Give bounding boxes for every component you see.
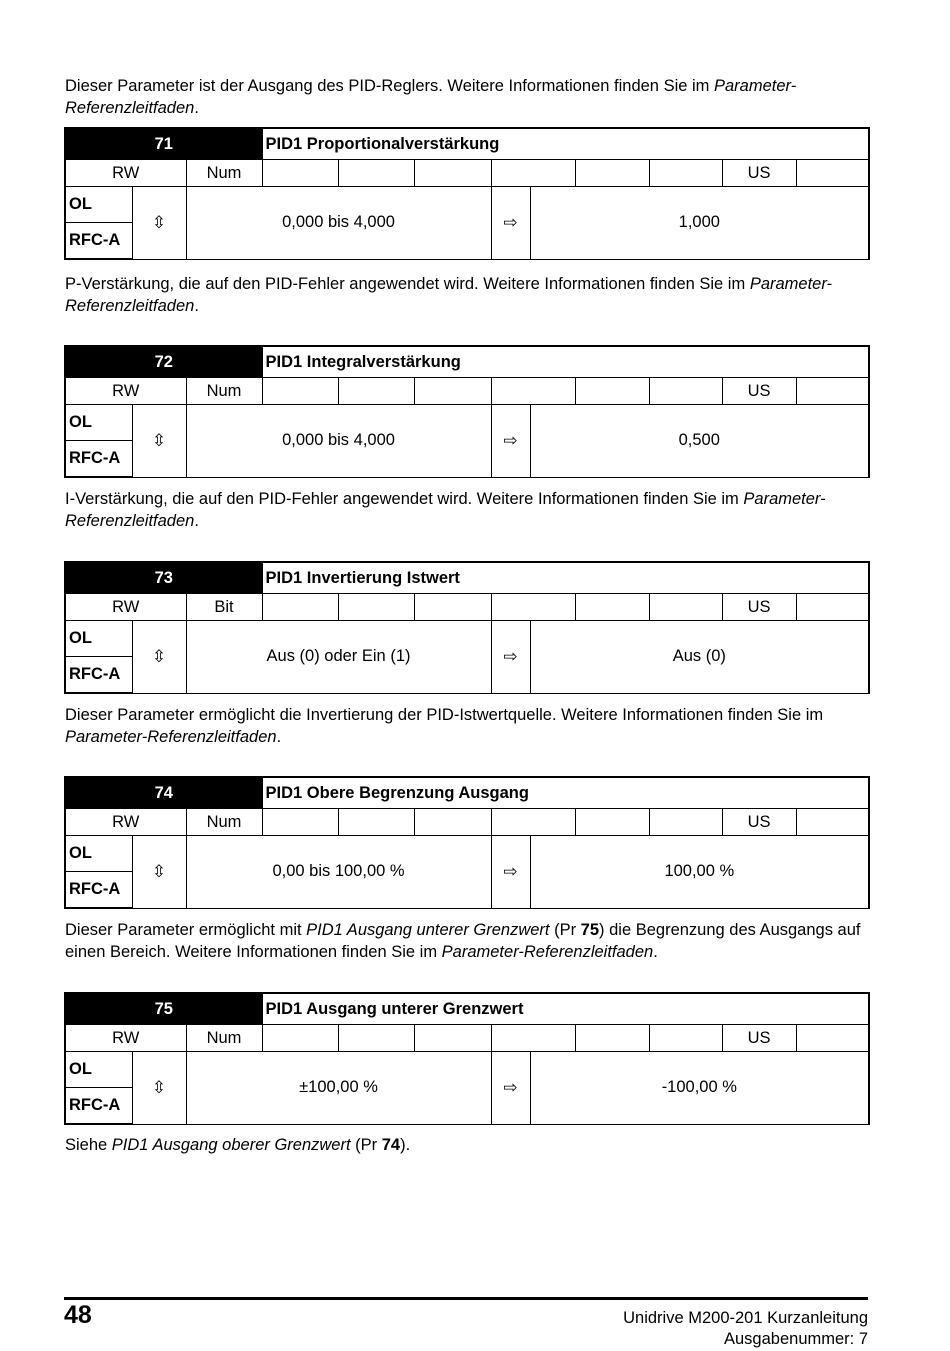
mode-ol: OL bbox=[65, 405, 132, 441]
attribute-cell: US bbox=[722, 378, 796, 405]
attribute-cell bbox=[491, 1025, 575, 1052]
range-value: 0,000 bis 4,000 bbox=[186, 405, 491, 478]
default-value: Aus (0) bbox=[530, 621, 869, 694]
attribute-cell bbox=[649, 594, 722, 621]
mode-ol: OL bbox=[65, 621, 132, 657]
attribute-cell bbox=[262, 594, 338, 621]
attribute-cell bbox=[414, 1025, 491, 1052]
range-icon: ⇳ bbox=[132, 836, 186, 909]
default-arrow-icon: ⇨ bbox=[491, 1052, 530, 1125]
parameter-74-description: Dieser Parameter ermöglicht mit PID1 Ausgang unterer Grenzwert (Pr 75) die Begrenzung des Ausgangs auf einen Bereich. Weitere Informationen finden Sie im Parameter-Referenzleitfaden. bbox=[65, 921, 861, 961]
attribute-cell bbox=[796, 594, 869, 621]
range-value: 0,000 bis 4,000 bbox=[186, 187, 491, 260]
mode-rfc-a: RFC-A bbox=[65, 872, 132, 909]
mode-ol: OL bbox=[65, 1052, 132, 1088]
attribute-cell: RW bbox=[65, 1025, 186, 1052]
attribute-cell: RW bbox=[65, 809, 186, 836]
attribute-cell bbox=[649, 1025, 722, 1052]
attribute-cell bbox=[262, 809, 338, 836]
attribute-cell: Num bbox=[186, 1025, 262, 1052]
attribute-cell bbox=[491, 378, 575, 405]
attribute-cell bbox=[796, 378, 869, 405]
intro-paragraph: Dieser Parameter ist der Ausgang des PID-Reglers. Weitere Informationen finden Sie im Parameter-Referenzleitfaden. bbox=[65, 77, 797, 117]
parameter-table-71 bbox=[64, 127, 870, 260]
parameter-title: PID1 Proportionalverstärkung bbox=[262, 128, 869, 160]
attribute-cell bbox=[796, 809, 869, 836]
default-arrow-icon: ⇨ bbox=[491, 187, 530, 260]
attribute-cell: US bbox=[722, 160, 796, 187]
attribute-cell: RW bbox=[65, 594, 186, 621]
attribute-cell bbox=[575, 160, 649, 187]
attribute-cell: Num bbox=[186, 160, 262, 187]
mode-rfc-a: RFC-A bbox=[65, 1088, 132, 1125]
attribute-cell: RW bbox=[65, 160, 186, 187]
parameter-73-description: Dieser Parameter ermöglicht die Invertierung der PID-Istwertquelle. Weitere Informationen finden Sie im Parameter-Referenzleitfaden. bbox=[65, 706, 824, 746]
parameter-number: 71 bbox=[65, 128, 262, 160]
range-icon: ⇳ bbox=[132, 187, 186, 260]
default-arrow-icon: ⇨ bbox=[491, 621, 530, 694]
footer-divider bbox=[64, 1297, 868, 1300]
footer-doc-info bbox=[623, 1308, 868, 1350]
default-value: 0,500 bbox=[530, 405, 869, 478]
default-arrow-icon: ⇨ bbox=[491, 836, 530, 909]
attribute-cell bbox=[491, 160, 575, 187]
attribute-cell bbox=[796, 160, 869, 187]
range-value: Aus (0) oder Ein (1) bbox=[186, 621, 491, 694]
mode-rfc-a: RFC-A bbox=[65, 657, 132, 694]
attribute-cell: RW bbox=[65, 378, 186, 405]
attribute-cell: Num bbox=[186, 809, 262, 836]
range-icon: ⇳ bbox=[132, 621, 186, 694]
attribute-cell bbox=[491, 809, 575, 836]
attribute-cell bbox=[491, 594, 575, 621]
issue-number: Ausgabenummer: 7 bbox=[724, 1330, 868, 1348]
range-icon: ⇳ bbox=[132, 1052, 186, 1125]
parameter-table-73 bbox=[64, 561, 870, 694]
mode-rfc-a: RFC-A bbox=[65, 441, 132, 478]
attribute-cell bbox=[414, 809, 491, 836]
attribute-cell bbox=[338, 160, 414, 187]
mode-rfc-a: RFC-A bbox=[65, 223, 132, 260]
attribute-cell bbox=[414, 160, 491, 187]
attribute-cell: US bbox=[722, 1025, 796, 1052]
attribute-cell bbox=[338, 809, 414, 836]
parameter-title: PID1 Obere Begrenzung Ausgang bbox=[262, 777, 869, 809]
attribute-cell bbox=[262, 1025, 338, 1052]
attribute-cell bbox=[414, 594, 491, 621]
attribute-cell bbox=[414, 378, 491, 405]
attribute-cell: US bbox=[722, 809, 796, 836]
parameter-title: PID1 Integralverstärkung bbox=[262, 346, 869, 378]
attribute-cell bbox=[575, 809, 649, 836]
attribute-cell bbox=[575, 594, 649, 621]
parameter-title: PID1 Ausgang unterer Grenzwert bbox=[262, 993, 869, 1025]
attribute-cell bbox=[338, 594, 414, 621]
parameter-number: 73 bbox=[65, 562, 262, 594]
attribute-cell bbox=[649, 378, 722, 405]
parameter-table-75 bbox=[64, 992, 870, 1125]
attribute-cell bbox=[575, 378, 649, 405]
mode-ol: OL bbox=[65, 836, 132, 872]
default-arrow-icon: ⇨ bbox=[491, 405, 530, 478]
page-number: 48 bbox=[64, 1301, 92, 1329]
range-value: 0,00 bis 100,00 % bbox=[186, 836, 491, 909]
range-value: ±100,00 % bbox=[186, 1052, 491, 1125]
attribute-cell bbox=[575, 1025, 649, 1052]
mode-ol: OL bbox=[65, 187, 132, 223]
parameter-title: PID1 Invertierung Istwert bbox=[262, 562, 869, 594]
default-value: 100,00 % bbox=[530, 836, 869, 909]
parameter-table-74 bbox=[64, 776, 870, 909]
parameter-72-description: I-Verstärkung, die auf den PID-Fehler angewendet wird. Weitere Informationen finden Sie im Parameter-Referenzleitfaden. bbox=[65, 490, 826, 530]
document-title: Unidrive M200-201 Kurzanleitung bbox=[623, 1309, 868, 1327]
default-value: 1,000 bbox=[530, 187, 869, 260]
parameter-number: 75 bbox=[65, 993, 262, 1025]
range-icon: ⇳ bbox=[132, 405, 186, 478]
attribute-cell bbox=[796, 1025, 869, 1052]
default-value: -100,00 % bbox=[530, 1052, 869, 1125]
parameter-number: 74 bbox=[65, 777, 262, 809]
attribute-cell: Bit bbox=[186, 594, 262, 621]
attribute-cell: US bbox=[722, 594, 796, 621]
parameter-number: 72 bbox=[65, 346, 262, 378]
parameter-75-description: Siehe PID1 Ausgang oberer Grenzwert (Pr 74). bbox=[65, 1136, 411, 1154]
attribute-cell bbox=[262, 378, 338, 405]
attribute-cell bbox=[262, 160, 338, 187]
attribute-cell bbox=[649, 809, 722, 836]
attribute-cell: Num bbox=[186, 378, 262, 405]
attribute-cell bbox=[338, 378, 414, 405]
attribute-cell bbox=[338, 1025, 414, 1052]
parameter-table-72 bbox=[64, 345, 870, 478]
parameter-71-description: P-Verstärkung, die auf den PID-Fehler angewendet wird. Weitere Informationen finden Sie im Parameter-Referenzleitfaden. bbox=[65, 275, 833, 315]
attribute-cell bbox=[649, 160, 722, 187]
